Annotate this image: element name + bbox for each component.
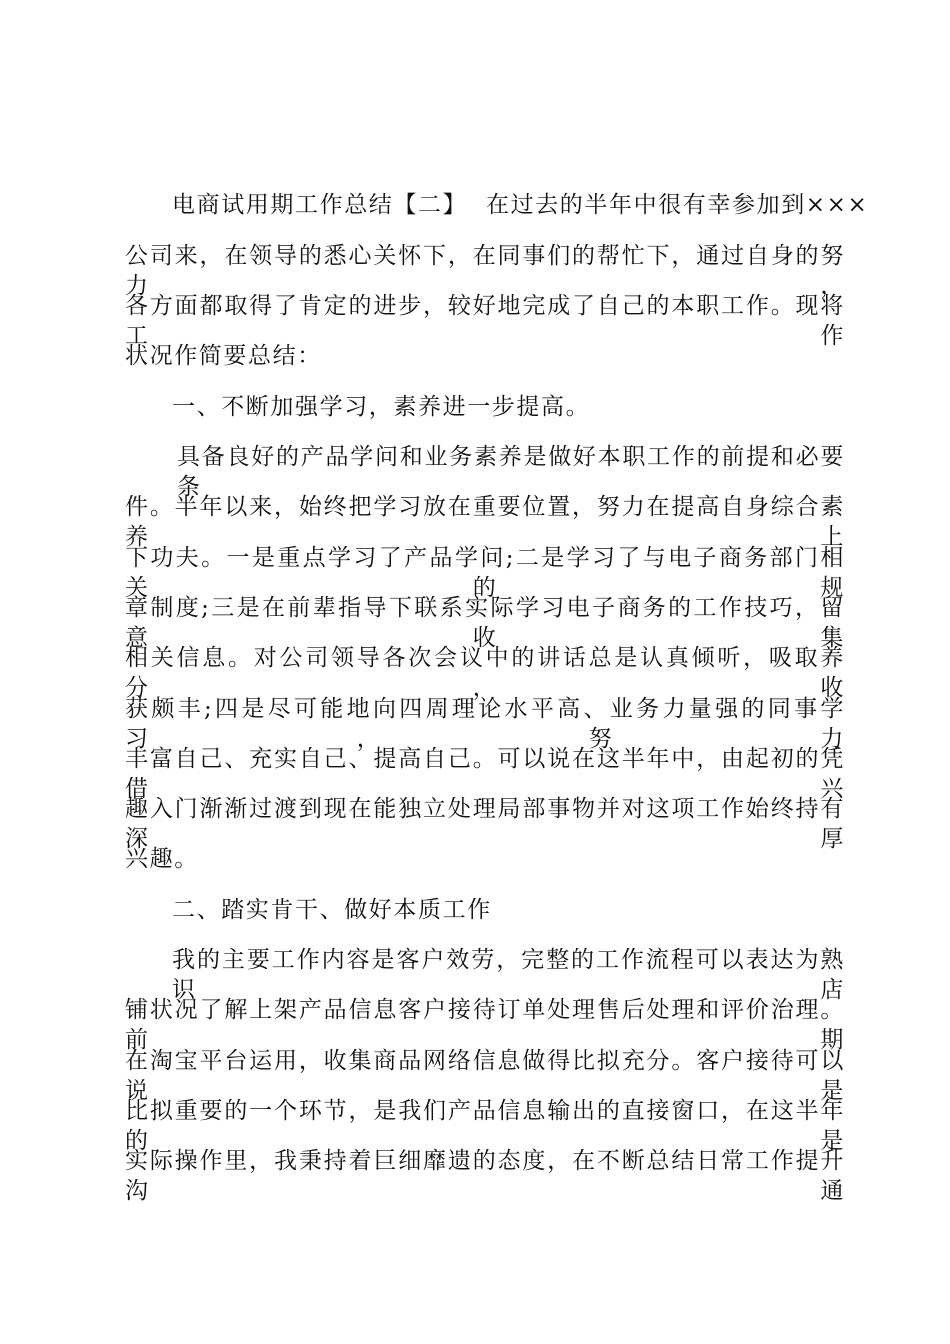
paragraph-line: 公司来，在领导的悉心关怀下，在同事们的帮忙下，通过自身的努力， [125,243,845,299]
paragraph-line: 各方面都取得了肯定的进步，较好地完成了自己的本职工作。现将工作 [125,293,845,349]
paragraph-line: 铺状况了解上架产品信息客户接待订单处理售后处理和评价治理。前期 [125,997,845,1053]
paragraph-line: 丰富自己、充实自己、提高自己。可以说在这半年中，由起初的凭借兴 [125,746,845,802]
paragraph-line: 章制度;三是在前辈指导下联系实际学习电子商务的工作技巧，留意收集 [125,595,845,651]
paragraph-line: 状况作简要总结： [125,343,322,369]
section-heading: 一、不断加强学习，素养进一步提高。 [172,394,591,420]
paragraph-line: 在淘宝平台运用，收集商品网络信息做得比拟充分。客户接待可以说是 [125,1048,845,1104]
paragraph-line: 实际操作里，我秉持着巨细靡遗的态度，在不断总结日常工作提升沟通 [125,1148,845,1204]
paragraph-line: 我的主要工作内容是客户效劳，完整的工作流程可以表达为熟识店 [172,947,845,1003]
paragraph-line: 兴趣。 [125,846,199,872]
paragraph-line: 下功夫。一是重点学习了产品学问;二是学习了与电子商务部门相关的规 [125,545,845,601]
paragraph-line: 比拟重要的一个环节，是我们产品信息输出的直接窗口，在这半年的是 [125,1098,845,1154]
paragraph-line: 相关信息。对公司领导各次会议中的讲话总是认真倾听，吸取养分，收 [125,645,845,701]
paragraph-line: 在过去的半年中很有幸参加到××× [486,192,869,218]
paragraph-line: 件。半年以来，始终把学习放在重要位置，努力在提高自身综合素养上 [125,494,845,550]
paragraph-line: 趣入门渐渐过渡到现在能独立处理局部事物并对这项工作始终持有深厚 [125,796,845,852]
paragraph-line: 获颇丰;四是尽可能地向四周理论水平高、业务力量强的同事学习，努力 [125,696,845,752]
paragraph-line: 具备良好的产品学问和业务素养是做好本职工作的前提和必要条 [177,444,845,500]
document-title: 电商试用期工作总结【二】 [172,192,468,218]
section-heading: 二、踏实肯干、做好本质工作 [172,897,492,923]
